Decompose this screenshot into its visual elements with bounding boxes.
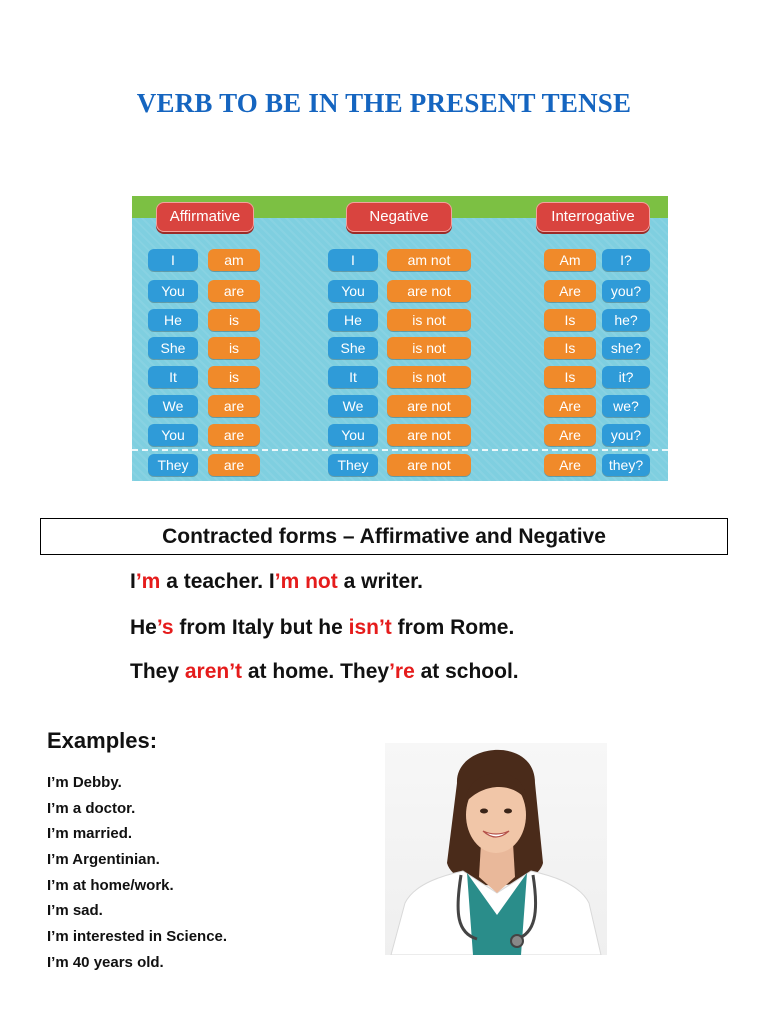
affirmative-cell: is	[208, 337, 260, 359]
affirmative-cell: She	[148, 337, 198, 359]
interrogative-cell: he?	[602, 309, 650, 331]
example-item: I’m married.	[47, 825, 133, 843]
affirmative-cell: They	[148, 454, 198, 476]
interrogative-cell: Am	[544, 249, 596, 271]
interrogative-cell: we?	[602, 395, 650, 417]
sentence-text: a writer.	[337, 570, 423, 593]
sentence-text: I	[130, 570, 136, 593]
interrogative-cell: Is	[544, 366, 596, 388]
negative-cell: is not	[387, 337, 471, 359]
interrogative-cell: you?	[602, 424, 650, 446]
negative-cell: It	[328, 366, 378, 388]
page-title: VERB TO BE IN THE PRESENT TENSE	[136, 88, 632, 118]
negative-cell: They	[328, 454, 378, 476]
interrogative-cell: she?	[602, 337, 650, 359]
contraction-highlight: aren’t	[184, 660, 243, 683]
interrogative-cell: Are	[544, 395, 596, 417]
interrogative-cell: you?	[602, 280, 650, 302]
doctor-photo	[385, 743, 607, 955]
sentence-text: from Italy but he	[173, 616, 349, 639]
example-item: I’m interested in Science.	[47, 928, 228, 946]
sentence-text: He	[130, 616, 157, 639]
interrogative-cell: I?	[602, 249, 650, 271]
table-header-interrogative: Interrogative	[536, 202, 650, 232]
interrogative-cell: Are	[544, 280, 596, 302]
interrogative-cell: Is	[544, 337, 596, 359]
affirmative-cell: You	[148, 424, 198, 446]
negative-cell: are not	[387, 454, 471, 476]
negative-cell: are not	[387, 424, 471, 446]
table-header-negative: Negative	[346, 202, 452, 232]
contracted-sentence	[130, 660, 519, 684]
negative-cell: are not	[387, 280, 471, 302]
contraction-highlight: isn’t	[348, 616, 392, 639]
affirmative-cell: I	[148, 249, 198, 271]
affirmative-cell: is	[208, 366, 260, 388]
doctor-illustration	[385, 743, 607, 955]
negative-cell: You	[328, 280, 378, 302]
contraction-highlight: ’m	[135, 570, 161, 593]
affirmative-cell: are	[208, 424, 260, 446]
negative-cell: You	[328, 424, 378, 446]
affirmative-cell: are	[208, 454, 260, 476]
affirmative-cell: are	[208, 395, 260, 417]
interrogative-cell: they?	[602, 454, 650, 476]
negative-cell: We	[328, 395, 378, 417]
negative-cell: I	[328, 249, 378, 271]
negative-cell: is not	[387, 309, 471, 331]
example-item: I’m at home/work.	[47, 876, 174, 894]
example-item: I’m a doctor.	[47, 799, 136, 817]
contracted-sentence	[130, 616, 514, 640]
affirmative-cell: He	[148, 309, 198, 331]
interrogative-cell: Is	[544, 309, 596, 331]
negative-cell: are not	[387, 395, 471, 417]
interrogative-cell: it?	[602, 366, 650, 388]
table-dashed-line	[132, 449, 668, 451]
negative-cell: is not	[387, 366, 471, 388]
contraction-highlight: ’m not	[274, 570, 338, 593]
negative-cell: am not	[387, 249, 471, 271]
contraction-highlight: ’re	[389, 660, 415, 683]
contracted-sentence	[130, 570, 423, 594]
affirmative-cell: am	[208, 249, 260, 271]
sentence-text: at school.	[414, 660, 519, 683]
sentence-text: They	[130, 660, 185, 683]
affirmative-cell: It	[148, 366, 198, 388]
examples-list	[47, 770, 227, 976]
example-item: I’m 40 years old.	[47, 953, 164, 971]
negative-cell: He	[328, 309, 378, 331]
example-item: I’m Argentinian.	[47, 851, 160, 869]
examples-heading: Examples:	[47, 728, 158, 753]
verb-to-be-table	[132, 196, 668, 481]
sentence-text: at home. They	[242, 660, 390, 683]
affirmative-cell: You	[148, 280, 198, 302]
sentence-text: a teacher. I	[160, 570, 275, 593]
contracted-forms-heading: Contracted forms – Affirmative and Negative	[40, 518, 728, 555]
affirmative-cell: is	[208, 309, 260, 331]
contraction-highlight: ’s	[156, 616, 174, 639]
example-item: I’m sad.	[47, 902, 103, 920]
example-item: I’m Debby.	[47, 774, 122, 791]
affirmative-cell: are	[208, 280, 260, 302]
sentence-text: from Rome.	[391, 616, 515, 639]
interrogative-cell: Are	[544, 424, 596, 446]
interrogative-cell: Are	[544, 454, 596, 476]
negative-cell: She	[328, 337, 378, 359]
affirmative-cell: We	[148, 395, 198, 417]
table-header-affirmative: Affirmative	[156, 202, 254, 232]
